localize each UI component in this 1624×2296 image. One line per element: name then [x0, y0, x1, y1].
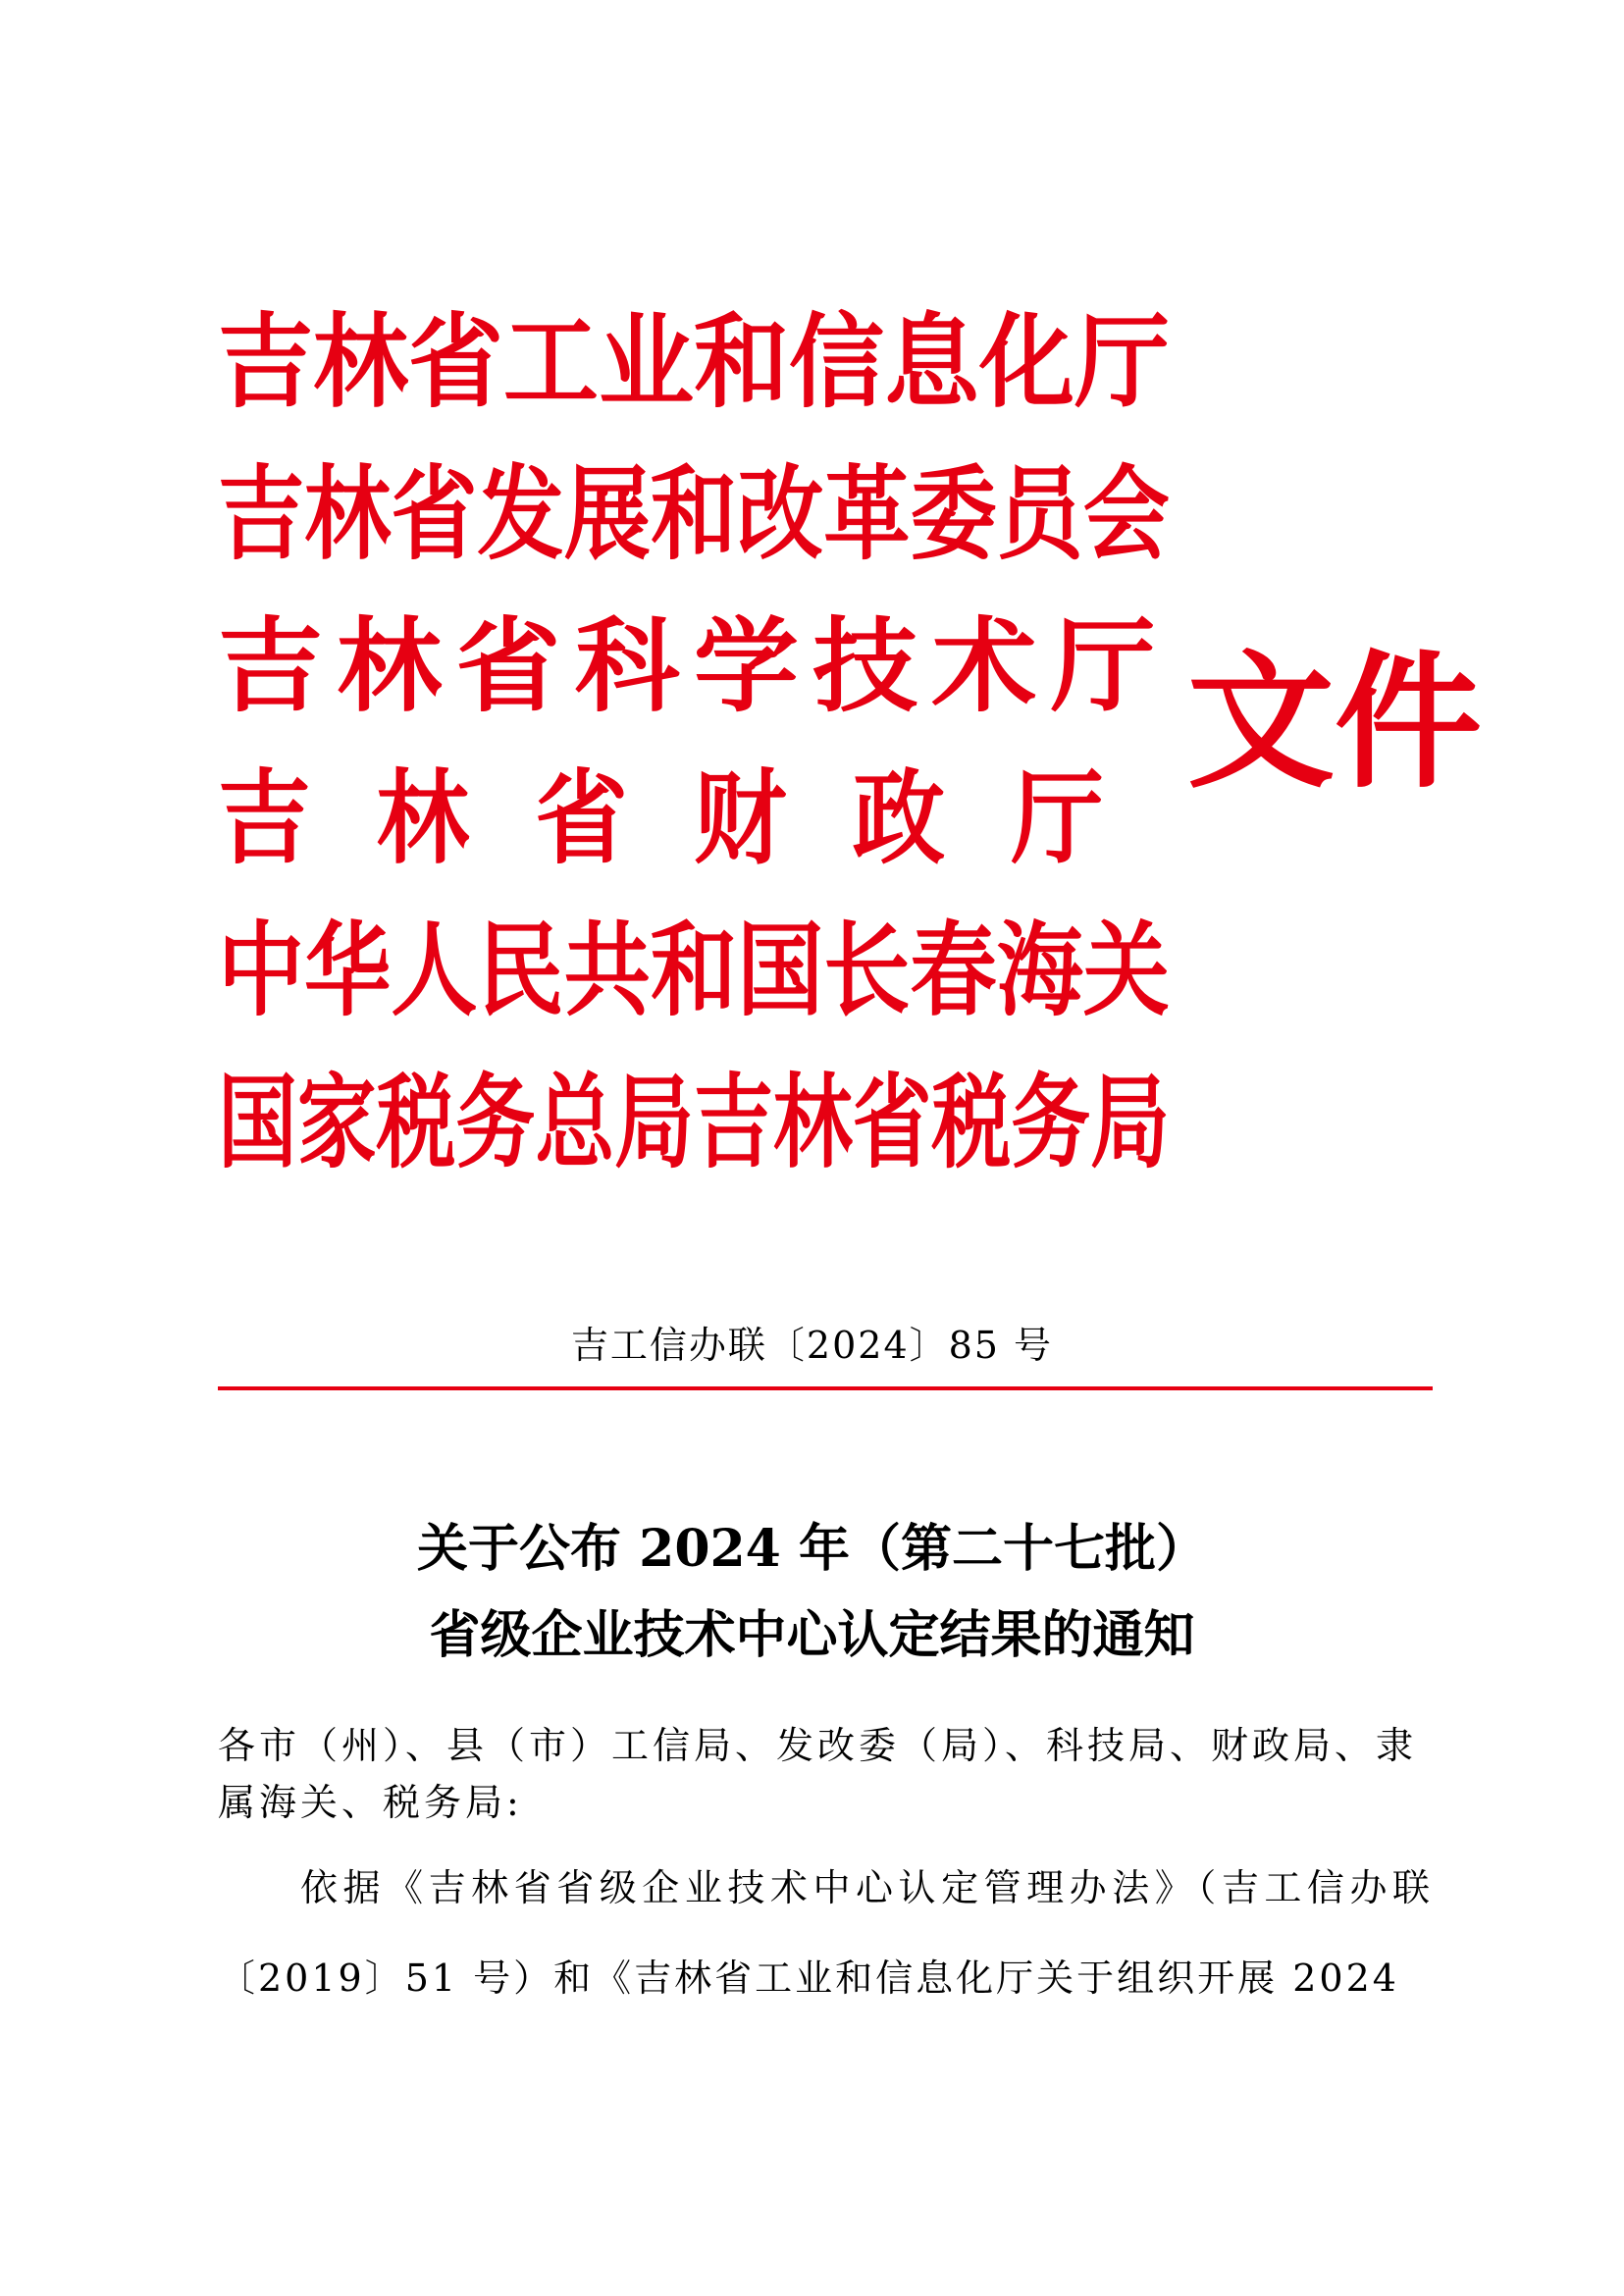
authority-tax-bureau: 国家税务总局吉林省税务局: [218, 1063, 1170, 1182]
issuing-authorities-header: [218, 287, 1483, 1199]
salutation: 各市（州）、县（市）工信局、发改委（局）、科技局、财政局、隶属海关、税务局:: [218, 1724, 1418, 1824]
authority-development-reform: 吉林省发展和改革委员会: [218, 454, 1170, 574]
authority-finance: 吉林省财政厅: [218, 758, 1170, 878]
document-number: 吉工信办联〔2024〕85 号: [570, 1324, 1054, 1367]
body-paragraph: 依据《吉林省省级企业技术中心认定管理办法》（吉工信办联〔2019〕51 号）和《吉林省工业和信息化厅关于组织开展 2024: [218, 1866, 1433, 2000]
notice-title: [0, 1506, 1624, 1679]
notice-body: [218, 1717, 1433, 2023]
document-suffix: 文件: [1187, 638, 1483, 809]
authority-industry-it: 吉林省工业和信息化厅: [218, 302, 1170, 422]
notice-title-line-1: 关于公布 2024 年（第二十七批）: [417, 1519, 1207, 1579]
authority-changchun-customs: 中华人民共和国长春海关: [218, 911, 1170, 1030]
red-divider-line: [218, 1386, 1433, 1390]
issuing-authorities-list: [218, 287, 1179, 1199]
authority-science-technology: 吉林省科学技术厅: [218, 606, 1170, 726]
notice-title-line-2: 省级企业技术中心认定结果的通知: [429, 1605, 1195, 1665]
